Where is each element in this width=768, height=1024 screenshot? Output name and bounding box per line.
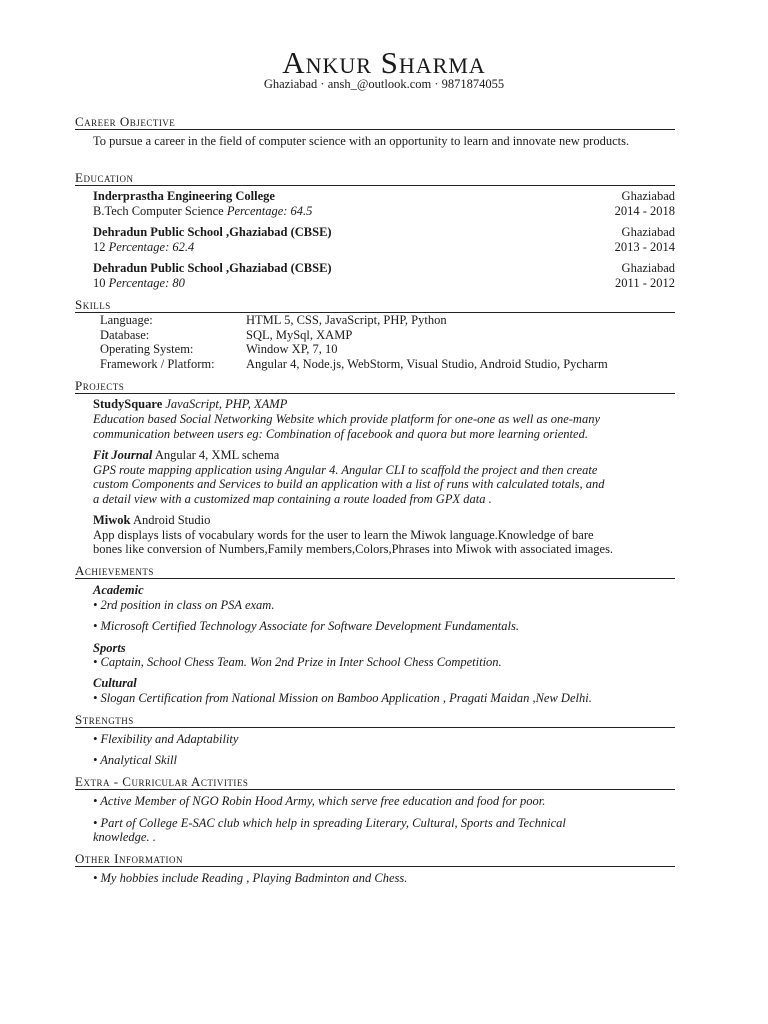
section-title-projects: Projects [75, 378, 125, 393]
project-desc-3-line-2: bones like conversion of Numbers,Family members,Colors,Phrases into Miwok with associated images. [93, 542, 614, 556]
extra-item-1: • Active Member of NGO Robin Hood Army, which serve free education and food for poor. [93, 794, 546, 808]
project-heading-2 [93, 448, 279, 463]
candidate-name: Ankur Sharma [282, 45, 486, 80]
extra-item-2-line-1: • Part of College E-SAC club which help in spreading Literary, Cultural, Sports and Technical [93, 816, 566, 830]
section-rule [75, 727, 675, 728]
skill-label-framework: Framework / Platform: [100, 357, 215, 371]
project-desc-1-line-1: Education based Social Networking Website which provide platform for one-one as well as one-many [93, 412, 600, 426]
education-score-1: Percentage: 64.5 [226, 204, 313, 218]
other-item-1: • My hobbies include Reading , Playing Badminton and Chess. [93, 871, 408, 885]
section-title-strengths: Strengths [75, 712, 134, 727]
achievement-sports-1: • Captain, School Chess Team. Won 2nd Prize in Inter School Chess Competition. [93, 655, 502, 669]
section-rule [75, 129, 675, 130]
education-degree-1: B.Tech Computer Science Percentage: 64.5 [93, 204, 313, 218]
section-title-extra-curricular: Extra - Curricular Activities [75, 774, 249, 789]
project-desc-1-line-2: communication between users eg: Combination of facebook and quora but more learning oriented. [93, 427, 588, 441]
strength-item-1: • Flexibility and Adaptability [93, 732, 239, 746]
achievement-academic-2: • Microsoft Certified Technology Associate for Software Development Fundamentals. [93, 619, 519, 633]
education-years-2: 2013 - 2014 [614, 240, 675, 254]
section-title-skills: Skills [75, 297, 111, 312]
education-school-1: Inderprastha Engineering College [93, 189, 275, 203]
education-years-3: 2011 - 2012 [615, 276, 675, 290]
project-heading-3 [93, 513, 210, 528]
extra-item-2-line-2: knowledge. . [93, 830, 156, 844]
contact-line: Ghaziabad · ansh_@outlook.com · 9871874055 [263, 77, 505, 91]
education-degree-2: 12 Percentage: 62.4 [93, 240, 195, 254]
skill-label-database: Database: [100, 328, 150, 342]
achievement-group-sports: Sports [93, 641, 126, 655]
education-school-2: Dehradun Public School ,Ghaziabad (CBSE) [93, 225, 332, 239]
section-rule [75, 185, 675, 186]
achievement-group-academic: Academic [93, 583, 144, 597]
section-title-achievements: Achievements [75, 563, 154, 578]
project-name-2: Fit Journal [93, 448, 153, 462]
education-location-3: Ghaziabad [621, 261, 675, 275]
project-desc-2-line-3: a detail view with a customized map containing a route loaded from GPX data . [93, 492, 492, 506]
education-score-3: Percentage: 80 [108, 276, 185, 290]
skill-value-language: HTML 5, CSS, JavaScript, PHP, Python [246, 313, 447, 327]
section-title-education: Education [75, 170, 134, 185]
strength-item-2: • Analytical Skill [93, 753, 177, 767]
education-location-1: Ghaziabad [621, 189, 675, 203]
achievement-group-cultural: Cultural [93, 676, 137, 690]
project-desc-3-line-1: App displays lists of vocabulary words for the user to learn the Miwok language.Knowledge of bare [93, 528, 594, 542]
project-desc-2-line-2: custom Components and Services to build an application with a list of runs with calculated totals, and [93, 477, 605, 491]
section-rule [75, 866, 675, 867]
achievement-academic-1: • 2rd position in class on PSA exam. [93, 598, 275, 612]
skill-value-framework: Angular 4, Node.js, WebStorm, Visual Studio, Android Studio, Pycharm [246, 357, 608, 371]
project-tech-3: Android Studio [132, 513, 211, 527]
project-heading-1 [93, 397, 287, 412]
education-years-1: 2014 - 2018 [614, 204, 675, 218]
project-name-1: StudySquare [93, 397, 163, 411]
achievement-cultural-1: • Slogan Certification from National Mission on Bamboo Application , Pragati Maidan ,New Delhi. [93, 691, 592, 705]
project-tech-1: JavaScript, PHP, XAMP [165, 397, 288, 411]
project-name-3: Miwok [93, 513, 131, 527]
section-title-other-information: Other Information [75, 851, 183, 866]
education-location-2: Ghaziabad [621, 225, 675, 239]
section-rule [75, 578, 675, 579]
project-tech-2: Angular 4, XML schema [154, 448, 280, 462]
section-title-career-objective: Career Objective [75, 114, 176, 129]
skill-value-os: Window XP, 7, 10 [246, 342, 338, 356]
section-rule [75, 789, 675, 790]
education-school-3: Dehradun Public School ,Ghaziabad (CBSE) [93, 261, 332, 275]
section-rule [75, 393, 675, 394]
skill-label-os: Operating System: [100, 342, 194, 356]
skill-label-language: Language: [100, 313, 153, 327]
education-score-2: Percentage: 62.4 [108, 240, 195, 254]
education-degree-3: 10 Percentage: 80 [93, 276, 185, 290]
career-objective-text: To pursue a career in the field of computer science with an opportunity to learn and innovate new products. [93, 134, 630, 148]
skill-value-database: SQL, MySql, XAMP [246, 328, 353, 342]
project-desc-2-line-1: GPS route mapping application using Angular 4. Angular CLI to scaffold the project and then create [93, 463, 598, 477]
